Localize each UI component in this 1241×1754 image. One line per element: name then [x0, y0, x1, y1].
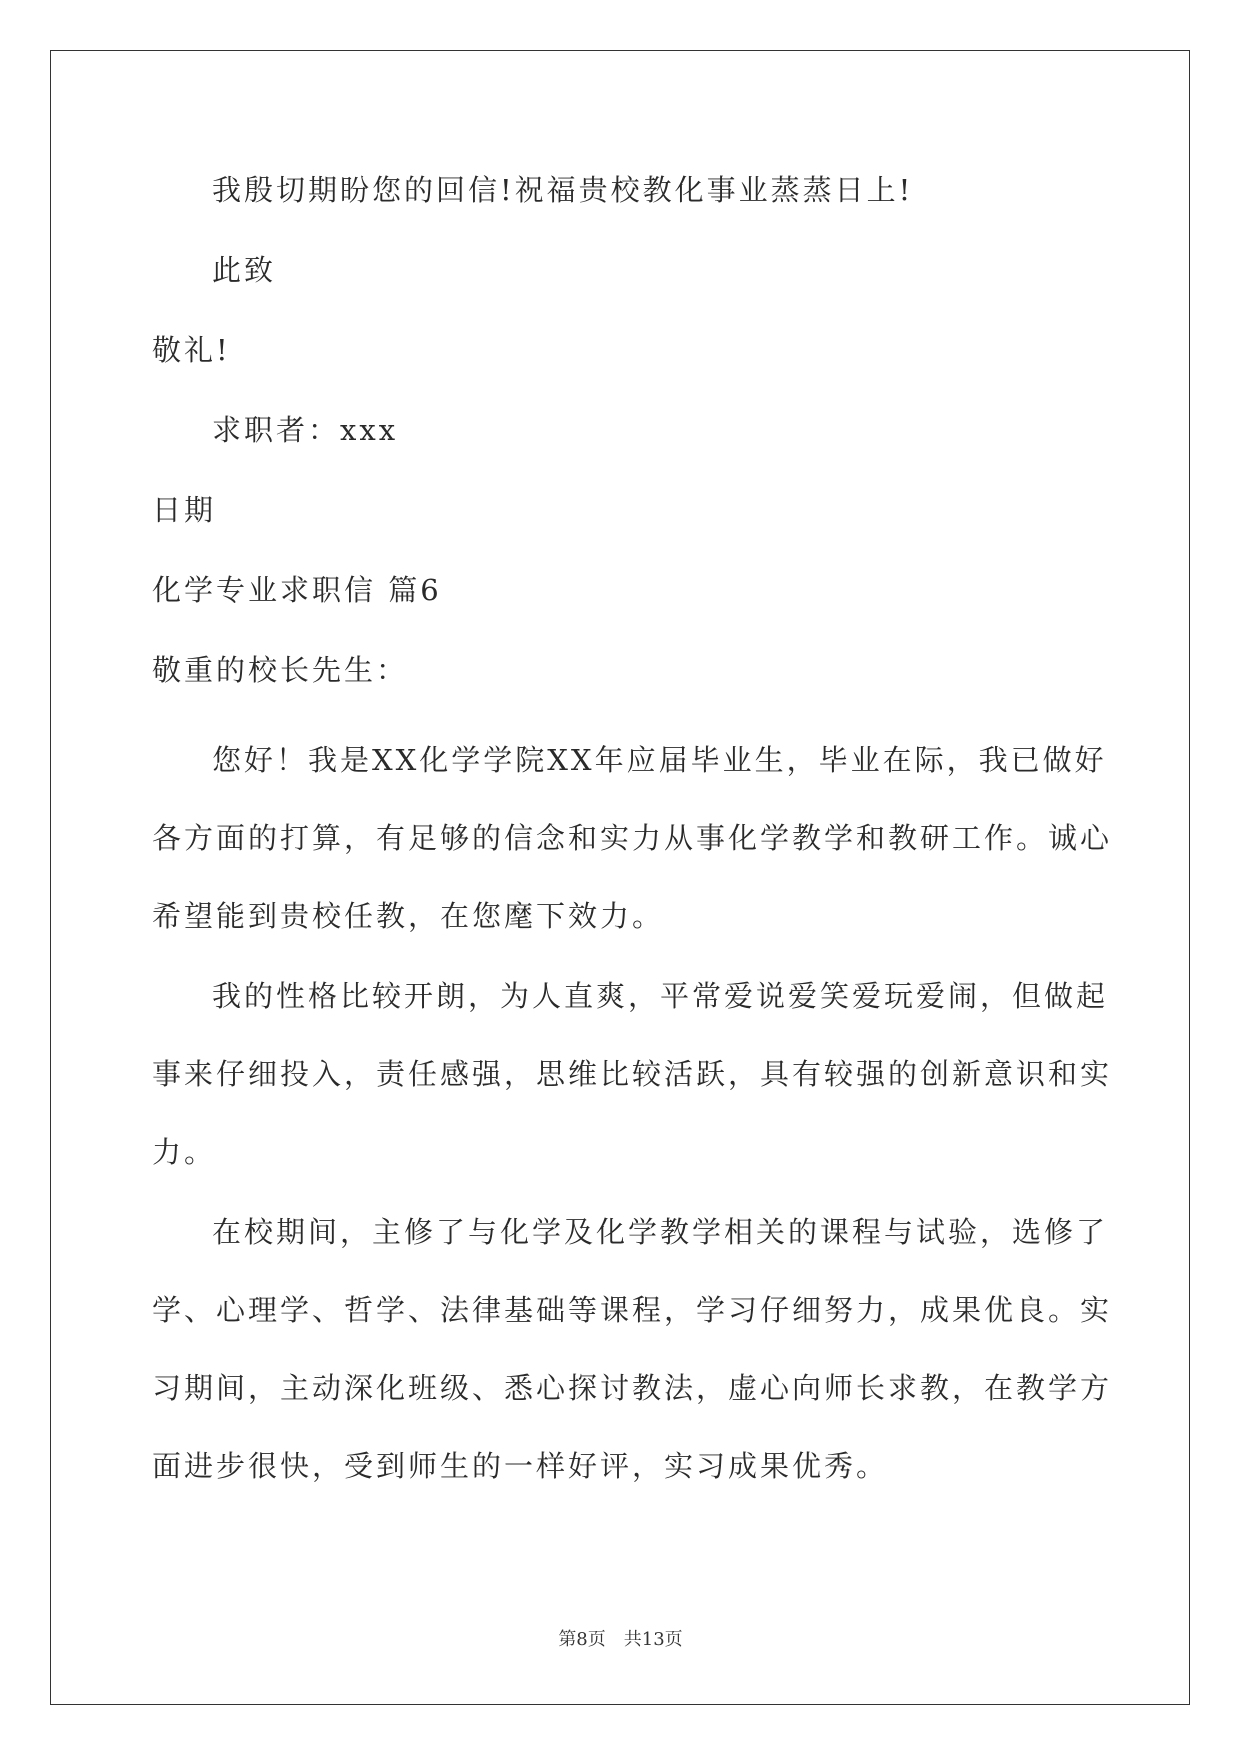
signature-applicant: 求职者：xxx — [212, 413, 399, 447]
paragraph-line: 您好！我是XX化学学院XX年应届毕业生，毕业在际，我已做好 — [212, 743, 1107, 777]
page-total: 共13页 — [623, 1629, 683, 1650]
page-footer — [0, 1628, 1241, 1652]
letter-greeting: 敬重的校长先生： — [152, 653, 409, 687]
page-number: 第8页 — [558, 1629, 606, 1650]
paragraph-line: 学、心理学、哲学、法律基础等课程，学习仔细努力，成果优良。实 — [152, 1293, 1113, 1327]
paragraph-line: 希望能到贵校任教，在您麾下效力。 — [152, 899, 665, 933]
paragraph-closing-wish: 我殷切期盼您的回信!祝福贵校教化事业蒸蒸日上! — [212, 173, 914, 207]
paragraph-line: 事来仔细投入，责任感强，思维比较活跃，具有较强的创新意识和实 — [152, 1057, 1113, 1091]
paragraph-line: 习期间，主动深化班级、悉心探讨教法，虚心向师长求教，在教学方 — [152, 1371, 1113, 1405]
paragraph-line: 各方面的打算，有足够的信念和实力从事化学教学和教研工作。诚心 — [152, 821, 1113, 855]
date-label: 日期 — [152, 493, 217, 527]
paragraph-line: 我的性格比较开朗，为人直爽，平常爱说爱笑爱玩爱闹，但做起 — [212, 979, 1109, 1013]
paragraph-line: 面进步很快，受到师生的一样好评，实习成果优秀。 — [152, 1449, 889, 1483]
salutation-cizhi: 此致 — [212, 253, 277, 287]
section-heading: 化学专业求职信 篇6 — [152, 573, 442, 607]
paragraph-line: 在校期间，主修了与化学及化学教学相关的课程与试验，选修了 — [212, 1215, 1109, 1249]
salutation-jingli: 敬礼! — [152, 333, 231, 367]
paragraph-line: 力。 — [152, 1135, 217, 1169]
